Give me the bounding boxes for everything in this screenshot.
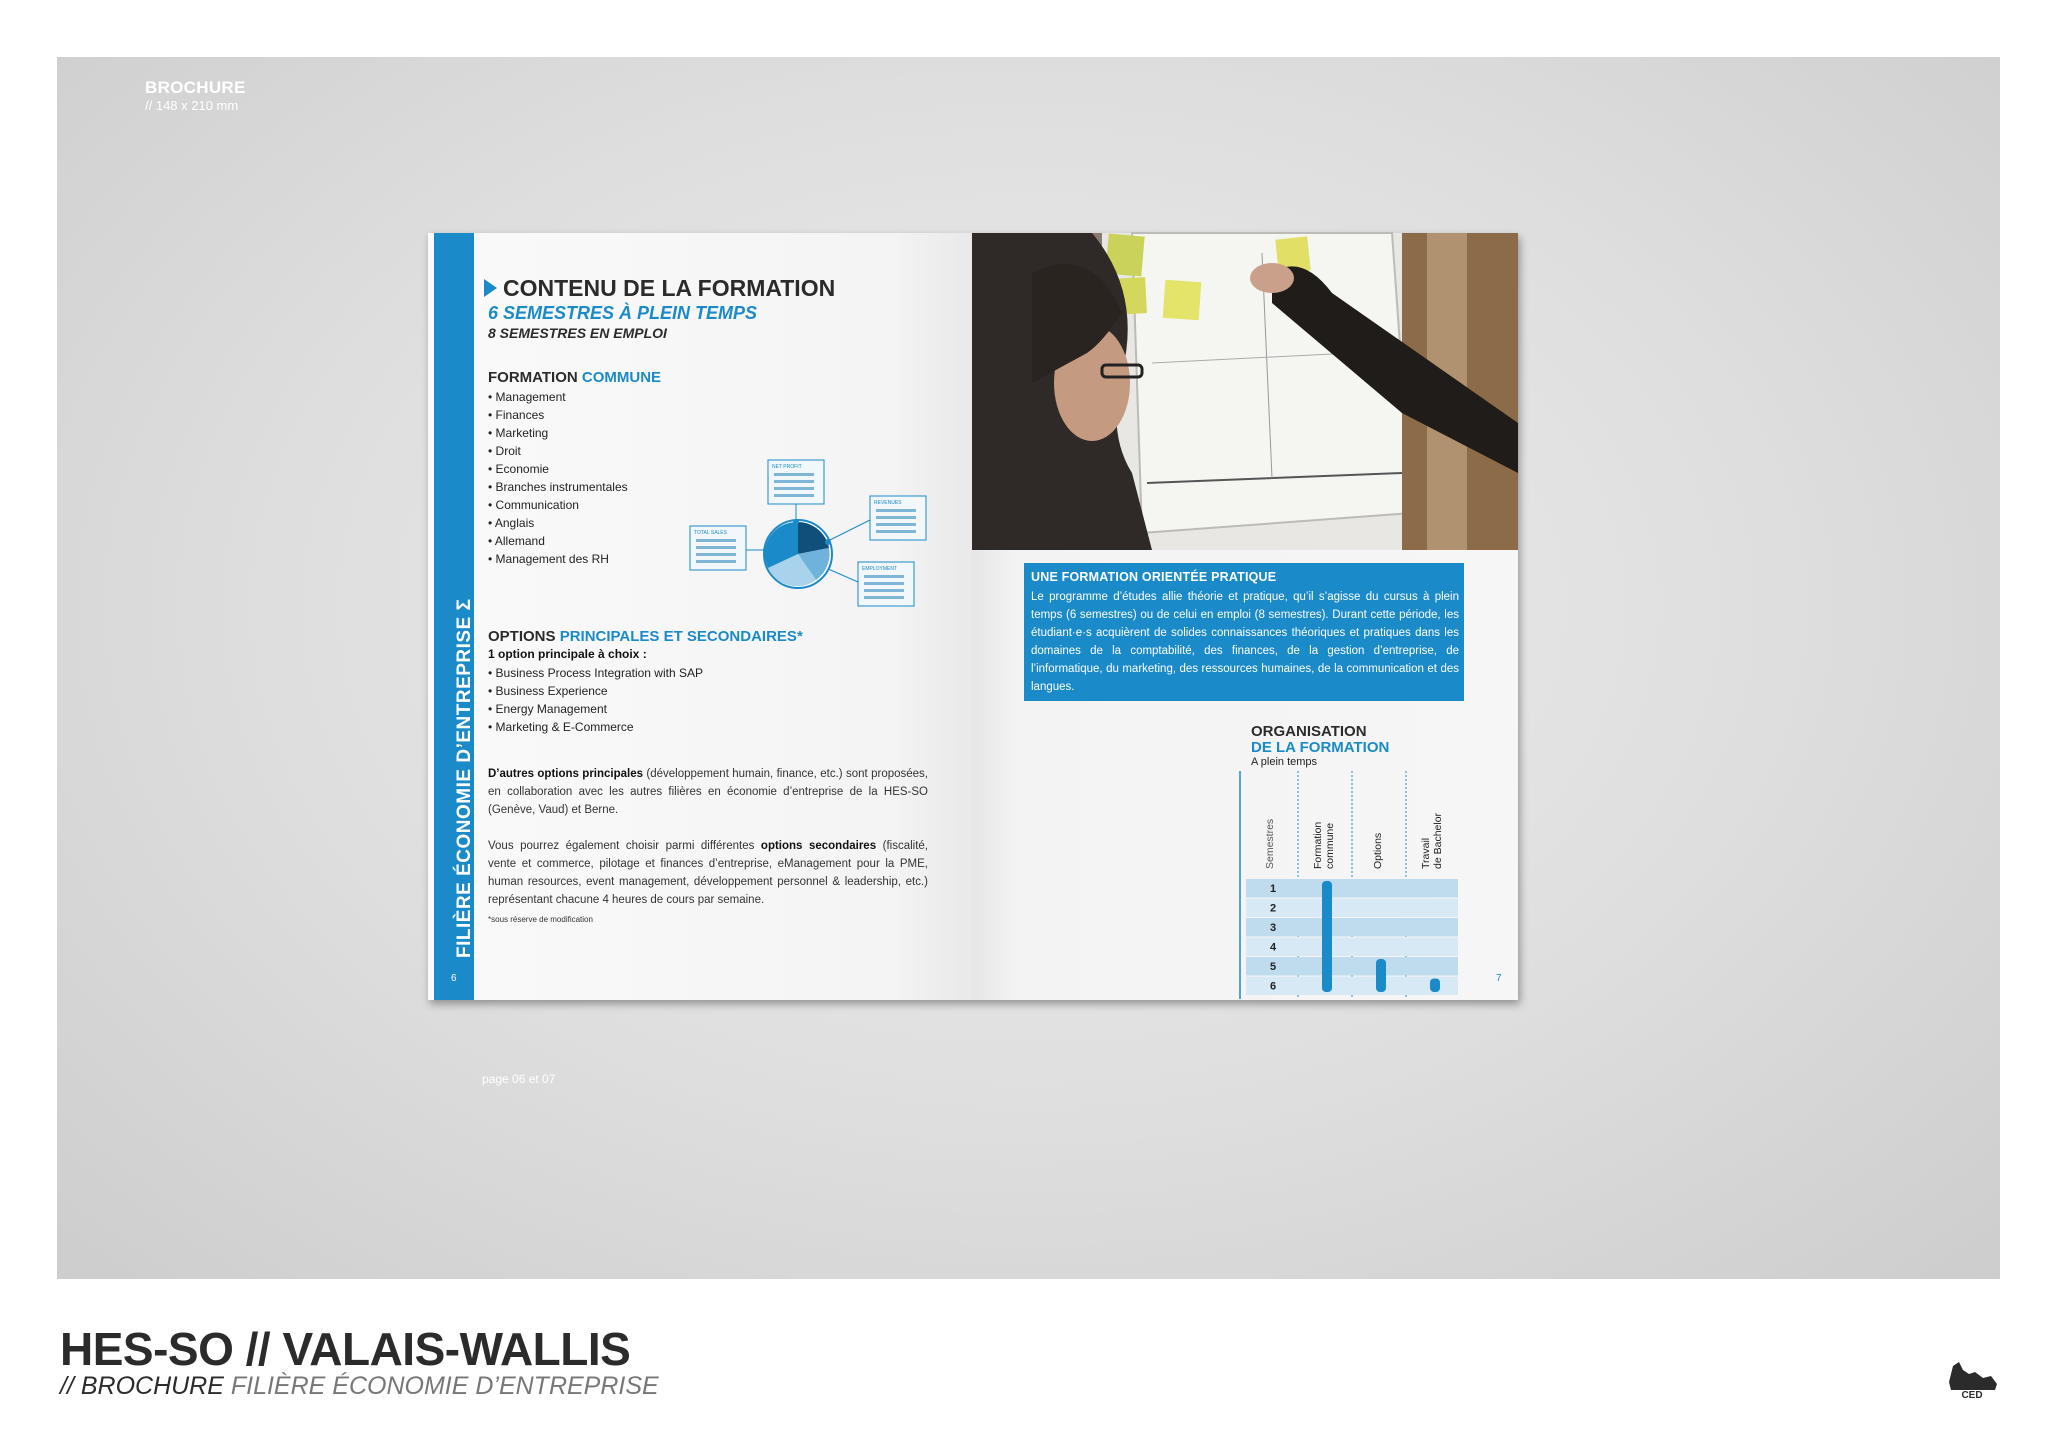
footer-subtitle: // BROCHURE FILIÈRE ÉCONOMIE D’ENTREPRISE <box>60 1372 659 1400</box>
list-item: • Anglais <box>488 514 628 532</box>
practical-training-box <box>1024 563 1464 701</box>
table-row <box>1246 977 1458 996</box>
list-item: • Business Experience <box>488 682 703 700</box>
infographic-label-total-sales: TOTAL SALES <box>694 530 727 536</box>
row-label: 6 <box>1269 980 1277 993</box>
brochure-spread <box>428 233 1518 1000</box>
infographic-box-net-profit <box>768 460 824 504</box>
span-bar <box>1376 959 1386 992</box>
organisation-title: ORGANISATION DE LA FORMATION <box>1251 723 1390 756</box>
options-title: OPTIONS PRINCIPALES ET SECONDAIRES* <box>488 628 803 645</box>
list-item: • Droit <box>488 442 628 460</box>
infographic-box-employment <box>858 562 914 606</box>
section-heading-text: CONTENU DE LA FORMATION <box>503 275 836 301</box>
formation-commune-title: FORMATION COMMUNE <box>488 369 662 386</box>
format-label <box>145 78 246 113</box>
list-item: • Economie <box>488 460 628 478</box>
row-label: 3 <box>1269 922 1277 934</box>
list-item: • Business Process Integration with SAP <box>488 664 703 682</box>
triangle-bullet-icon <box>484 279 497 297</box>
list-item: • Communication <box>488 496 628 514</box>
list-item: • Finances <box>488 406 628 424</box>
page-caption: page 06 et 07 <box>482 1072 556 1086</box>
column-header: Travail <box>1420 837 1432 869</box>
format-size: // 148 x 210 mm <box>145 98 239 113</box>
column-header: de Bachelor <box>1432 812 1444 869</box>
span-bar <box>1322 881 1332 992</box>
infographic-label-net-profit: NET PROFIT <box>772 464 802 470</box>
pie-infographic <box>688 458 928 608</box>
subheading-full-time: 6 SEMESTRES À PLEIN TEMPS <box>488 303 758 323</box>
column-header: Formation <box>1312 821 1324 869</box>
subheading-part-time: 8 SEMESTRES EN EMPLOI <box>488 325 667 341</box>
span-bar <box>1430 979 1440 993</box>
option-choice-line: 1 option principale à choix : <box>488 647 647 661</box>
paragraph-other-options: D’autres options principales (développement humain, finance, etc.) sont proposées, en collaboration avec les autres filières en économie d’entreprise de la HES-SO (Genève, Vaud) et Berne. <box>488 768 928 816</box>
row-label: 4 <box>1269 941 1277 954</box>
side-band-text: FILIÈRE ÉCONOMIE D’ENTREPRISE Σ <box>454 598 475 958</box>
organisation-subtitle: A plein temps <box>1251 756 1318 768</box>
infographic-label-revenues: REVENUES <box>874 500 902 506</box>
section-heading <box>484 275 835 302</box>
list-item: • Marketing & E-Commerce <box>488 718 703 736</box>
list-item: • Allemand <box>488 532 628 550</box>
list-item: • Energy Management <box>488 700 703 718</box>
practical-training-text: Le programme d’études allie théorie et pratique, qu’il s’agisse du cursus à plein temps (6 semestres) ou de celui en emploi (8 semestres). Durant cette période, les étudiant·e·s acquièrent de solides connaissances théoriques et pratiques dans les domaines de la comptabilité, des finances, de la gestion d’entreprise, de l’informatique, du marketing, des ressources humaines, de la communication et des langues. <box>1031 591 1459 693</box>
footer-title: HES-SO // VALAIS-WALLIS <box>60 1323 631 1375</box>
organisation-chart <box>1232 771 1472 993</box>
row-label: 5 <box>1269 961 1277 973</box>
right-page <box>972 233 1518 1000</box>
page-number-right: 7 <box>1496 973 1502 984</box>
column-header: commune <box>1324 822 1336 869</box>
table-row <box>1246 899 1458 918</box>
left-page <box>428 233 972 1000</box>
list-item: • Management <box>488 388 628 406</box>
row-label: 1 <box>1269 883 1277 895</box>
infographic-label-employment: EMPLOYMENT <box>862 566 898 572</box>
table-row <box>1246 957 1458 976</box>
list-item: • Marketing <box>488 424 628 442</box>
table-row <box>1246 879 1458 898</box>
photo-illustration <box>972 233 1518 550</box>
table-row <box>1246 938 1458 957</box>
list-item: • Management des RH <box>488 550 628 568</box>
practical-training-title: UNE FORMATION ORIENTÉE PRATIQUE <box>1031 570 1277 584</box>
paragraph-secondary-options: Vous pourrez également choisir parmi différentes options secondaires (fiscalité, vente et commerce, pilotage et finances d’entreprise, eManagement pour la PME, human resources, event management, développement personnel & leadership, etc.) représentant chacune 4 heures de cours par semaine. <box>488 840 928 906</box>
table-row <box>1246 918 1458 937</box>
ced-logo <box>1945 1360 2000 1400</box>
format-title: BROCHURE <box>145 78 246 97</box>
options-list <box>488 664 703 736</box>
column-header: Options <box>1372 832 1384 869</box>
formation-commune-list <box>488 388 628 568</box>
infographic-box-revenues <box>870 496 926 540</box>
logo-text: CED <box>1961 1390 1983 1401</box>
infographic-box-total-sales <box>690 526 746 570</box>
pie-chart <box>746 504 870 588</box>
row-label: 2 <box>1269 902 1277 915</box>
footnote: *sous réserve de modification <box>488 915 593 924</box>
list-item: • Branches instrumentales <box>488 478 628 496</box>
student-photo <box>972 233 1518 550</box>
column-header: Semestres <box>1264 818 1276 869</box>
page-number-left: 6 <box>451 973 457 984</box>
